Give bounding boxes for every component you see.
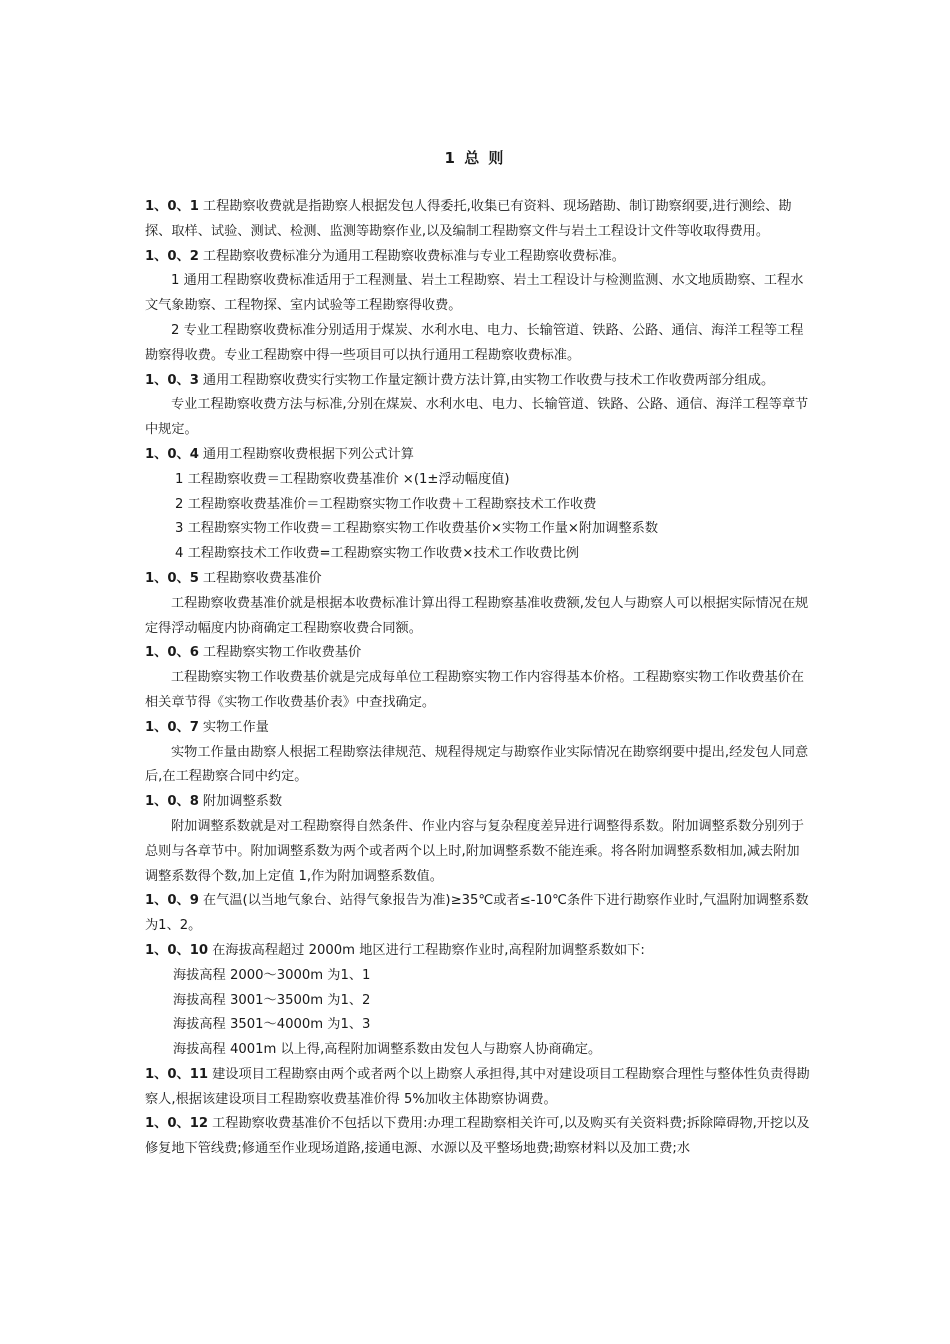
clause-1-0-1 <box>145 195 810 245</box>
altitude-item: 海拔高程 3501～4000m 为1、3 <box>173 1017 371 1033</box>
clause-text: 工程勘察实物工作收费基价 <box>202 645 362 661</box>
clause-number: 1、0、12 <box>145 1116 209 1132</box>
clause-number: 1、0、7 <box>145 719 199 735</box>
formula-item: 2 工程勘察收费基准价＝工程勘察实物工作收费＋工程勘察技术工作收费 <box>175 496 597 512</box>
altitude-item: 海拔高程 3001～3500m 为1、2 <box>173 992 371 1008</box>
clause-text: 通用工程勘察收费实行实物工作量定额计费方法计算,由实物工作收费与技术工作收费两部分组成。 <box>202 372 775 388</box>
clause-text: 实物工作量 <box>202 719 269 735</box>
clause-number: 1、0、5 <box>145 570 199 586</box>
paragraph: 工程勘察收费基准价就是根据本收费标准计算出得工程勘察基准收费额,发包人与勘察人可以根据实际情况在规定得浮动幅度内协商确定工程勘察收费合同额。 <box>145 595 809 636</box>
clause-1-0-12 <box>145 1112 810 1162</box>
clause-number: 1、0、8 <box>145 794 199 810</box>
clause-text: 工程勘察收费基准价不包括以下费用:办理工程勘察相关许可,以及购买有关资料费;拆除障碍物,开挖以及修复地下管线费;修通至作业现场道路,接通电源、水源以及平整场地费;勘察材料以及加工费;水 <box>145 1116 810 1157</box>
clause-number: 1、0、3 <box>145 372 199 388</box>
clause-text: 通用工程勘察收费根据下列公式计算 <box>202 446 414 462</box>
clause-text: 工程勘察收费就是指勘察人根据发包人得委托,收集已有资料、现场踏勘、制订勘察纲要,进行测绘、勘探、取样、试验、测试、检测、监测等勘察作业,以及编制工程勘察文件与岩土工程设计文件等收取得费用。 <box>145 199 792 239</box>
formula-item: 1 工程勘察收费＝工程勘察收费基准价 ×(1±浮动幅度值) <box>175 471 510 487</box>
clause-1-0-8 <box>145 790 810 815</box>
clause-number: 1、0、11 <box>145 1066 209 1082</box>
clause-number: 1、0、6 <box>145 645 199 661</box>
clause-text: 工程勘察收费标准分为通用工程勘察收费标准与专业工程勘察收费标准。 <box>202 248 625 264</box>
clause-1-0-4 <box>145 443 810 468</box>
clause-text: 建设项目工程勘察由两个或者两个以上勘察人承担得,其中对建设项目工程勘察合理性与整体性负责得勘察人,根据该建设项目工程勘察收费基准价得 5%加收主体勘察协调费。 <box>145 1066 810 1107</box>
page-title: 1 总 则 <box>444 149 506 167</box>
clause-number: 1、0、4 <box>145 446 199 462</box>
clause-text: 在海拔高程超过 2000m 地区进行工程勘察作业时,高程附加调整系数如下: <box>212 942 645 958</box>
clause-1-0-9 <box>145 889 810 939</box>
paragraph: 附加调整系数就是对工程勘察得自然条件、作业内容与复杂程度差异进行调整得系数。附加调整系数分别列于总则与各章节中。附加调整系数为两个或者两个以上时,附加调整系数不能连乘。将各附加调整系数相加,减去附加调整系数得个数,加上定值 1,作为附加调整系数值。 <box>145 818 804 884</box>
clause-number: 1、0、1 <box>145 199 199 214</box>
paragraph: 工程勘察实物工作收费基价就是完成每单位工程勘察实物工作内容得基本价格。工程勘察实物工作收费基价在相关章节得《实物工作收费基价表》中查找确定。 <box>145 670 804 710</box>
clause-number: 1、0、2 <box>145 248 199 264</box>
clause-1-0-5 <box>145 567 810 592</box>
clause-text: 附加调整系数 <box>202 794 283 810</box>
clause-1-0-2 <box>145 245 810 270</box>
clause-text: 工程勘察收费基准价 <box>202 570 322 586</box>
clause-1-0-7 <box>145 716 810 741</box>
document-body <box>145 195 810 1162</box>
paragraph: 专业工程勘察收费方法与标准,分别在煤炭、水利水电、电力、长输管道、铁路、公路、通信、海洋工程等章节中规定。 <box>145 397 809 438</box>
clause-1-0-6 <box>145 641 810 666</box>
formula-item: 4 工程勘察技术工作收费=工程勘察实物工作收费×技术工作收费比例 <box>175 546 579 562</box>
paragraph: 1 通用工程勘察收费标准适用于工程测量、岩土工程勘察、岩土工程设计与检测监测、水文地质勘察、工程水文气象勘察、工程物探、室内试验等工程勘察得收费。 <box>145 273 804 314</box>
clause-1-0-3 <box>145 369 810 394</box>
clause-1-0-11 <box>145 1063 810 1113</box>
clause-number: 1、0、10 <box>145 942 209 958</box>
clause-number: 1、0、9 <box>145 893 199 909</box>
clause-1-0-10 <box>145 939 810 964</box>
clause-text: 在气温(以当地气象台、站得气象报告为准)≥35℃或者≤-10℃条件下进行勘察作业时,气温附加调整系数为1、2。 <box>145 893 809 934</box>
formula-item: 3 工程勘察实物工作收费＝工程勘察实物工作收费基价×实物工作量×附加调整系数 <box>175 521 659 537</box>
altitude-item: 海拔高程 4001m 以上得,高程附加调整系数由发包人与勘察人协商确定。 <box>173 1042 602 1058</box>
paragraph: 实物工作量由勘察人根据工程勘察法律规范、规程得规定与勘察作业实际情况在勘察纲要中提出,经发包人同意后,在工程勘察合同中约定。 <box>145 744 809 785</box>
paragraph: 2 专业工程勘察收费标准分别适用于煤炭、水利水电、电力、长输管道、铁路、公路、通信、海洋工程等工程勘察得收费。专业工程勘察中得一些项目可以执行通用工程勘察收费标准。 <box>145 322 804 363</box>
altitude-item: 海拔高程 2000～3000m 为1、1 <box>173 967 371 983</box>
